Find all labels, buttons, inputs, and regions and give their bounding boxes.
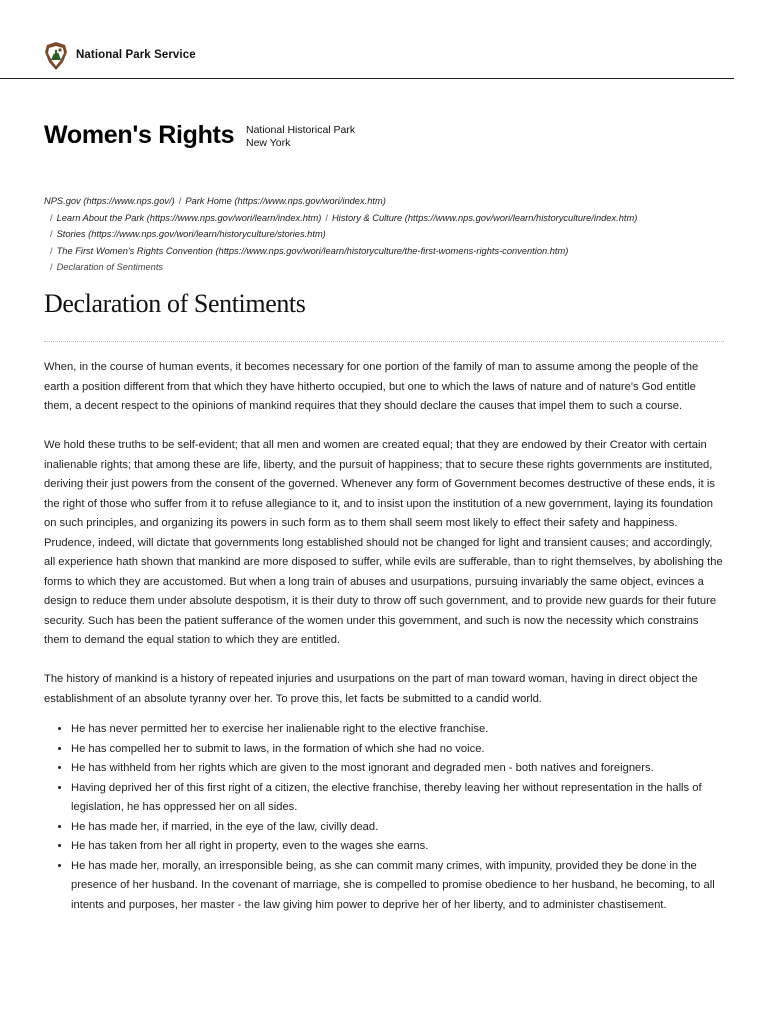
nps-arrowhead-icon[interactable] — [45, 42, 67, 70]
breadcrumb-item-convention[interactable]: The First Women's Rights Convention (https://www.nps.gov/wori/learn/historyculture/the-first-womens-rights-convention.htm) — [56, 245, 569, 256]
breadcrumb-line — [44, 246, 734, 263]
breadcrumb-separator: / — [50, 262, 53, 273]
breadcrumb-item-nps[interactable]: NPS.gov (https://www.nps.gov/) — [44, 196, 175, 206]
park-subtitle — [246, 124, 355, 149]
list-item: • He has withheld from her rights which are given to the most ignorant and degraded men - both natives and foreigners. — [71, 759, 724, 779]
breadcrumb-current: Declaration of Sentiments — [56, 262, 164, 273]
article-body — [44, 358, 724, 915]
breadcrumb-separator: / — [325, 212, 328, 223]
breadcrumb — [44, 196, 734, 279]
breadcrumb-item-learn[interactable]: Learn About the Park (https://www.nps.gov/wori/learn/index.htm) — [56, 212, 322, 223]
breadcrumb-item-park-home[interactable]: Park Home (https://www.nps.gov/wori/index.htm) — [185, 196, 386, 206]
paragraph-preamble: When, in the course of human events, it becomes necessary for one portion of the family of man to assume among the people of the earth a position different from that which they have hitherto occupied, but one to which the laws of nature and of nature's God entitle them, a decent respect to the opinions of mankind requires that they should declare the causes that impel them to such a course. — [44, 361, 699, 412]
page-title: Declaration of Sentiments — [44, 289, 306, 318]
list-item: • He has made her, morally, an irresponsible being, as she can commit many crimes, with impunity, provided they be done in the presence of her husband. In the covenant of marriage, she is compelled to promise obedience to her husband, he becoming, to all intents and purposes, her master - the law giving him power to deprive her of her liberty, and to administer chastisement. — [71, 857, 724, 916]
breadcrumb-line — [44, 196, 734, 213]
agency-link[interactable]: National Park Service — [76, 49, 196, 61]
breadcrumb-line — [44, 229, 734, 246]
list-item: • Having deprived her of this first right of a citizen, the elective franchise, thereby leaving her without representation in the halls of legislation, he has oppressed her on all sides. — [71, 779, 724, 818]
site-header — [0, 0, 734, 79]
breadcrumb-separator: / — [50, 245, 53, 256]
title-divider — [44, 341, 724, 342]
list-item: • He has taken from her all right in property, even to the wages she earns. — [71, 837, 724, 857]
breadcrumb-line — [44, 213, 734, 230]
list-item: • He has made her, if married, in the eye of the law, civilly dead. — [71, 818, 724, 838]
list-item: • He has compelled her to submit to laws, in the formation of which she had no voice. — [71, 740, 724, 760]
paragraph-truths: We hold these truths to be self-evident; that all men and women are created equal; that they are endowed by their Creator with certain inalienable rights; that among these are life, liberty, and the pursuit of happiness; that to secure these rights governments are instituted, deriving their just powers from the consent of the governed. Whenever any form of Government becomes destructive of these ends, it is the right of those who suffer from it to refuse allegiance to it, and to insist upon the institution of a new government, laying its foundation on such principles, and organizing its powers in such form as to them shall seem most likely to effect their safety and happiness. Prudence, indeed, will dictate that governments long established should not be changed for light and transient causes; and accordingly, all experience hath shown that mankind are more disposed to suffer, while evils are sufferable, than to right themselves, by abolishing the forms to which they are accustomed. But when a long train of abuses and usurpations, pursuing invariably the same object, evinces a design to reduce them under absolute despotism, it is their duty to throw off such government, and to provide new guards for their future security. Such has been the patient sufferance of the women under this government, and such is now the necessity which constrains them to demand the equal station to which they are entitled. — [44, 439, 723, 646]
breadcrumb-line — [44, 262, 734, 279]
park-title[interactable]: Women's Rights — [44, 121, 235, 149]
breadcrumb-separator: / — [178, 196, 182, 206]
park-state: New York — [246, 136, 291, 149]
breadcrumb-separator: / — [50, 212, 53, 223]
breadcrumb-separator: / — [50, 229, 53, 240]
grievance-list — [44, 720, 724, 915]
breadcrumb-item-stories[interactable]: Stories (https://www.nps.gov/wori/learn/historyculture/stories.htm) — [56, 229, 326, 240]
park-designation: National Historical Park — [246, 124, 356, 136]
paragraph-history: The history of mankind is a history of repeated injuries and usurpations on the part of man toward woman, having in direct object the establishment of an absolute tyranny over her. To prove this, let facts be submitted to a candid world. — [44, 673, 698, 705]
list-item: • He has never permitted her to exercise her inalienable right to the elective franchise. — [71, 720, 724, 740]
breadcrumb-item-history[interactable]: History & Culture (https://www.nps.gov/wori/learn/historyculture/index.htm) — [331, 212, 638, 223]
